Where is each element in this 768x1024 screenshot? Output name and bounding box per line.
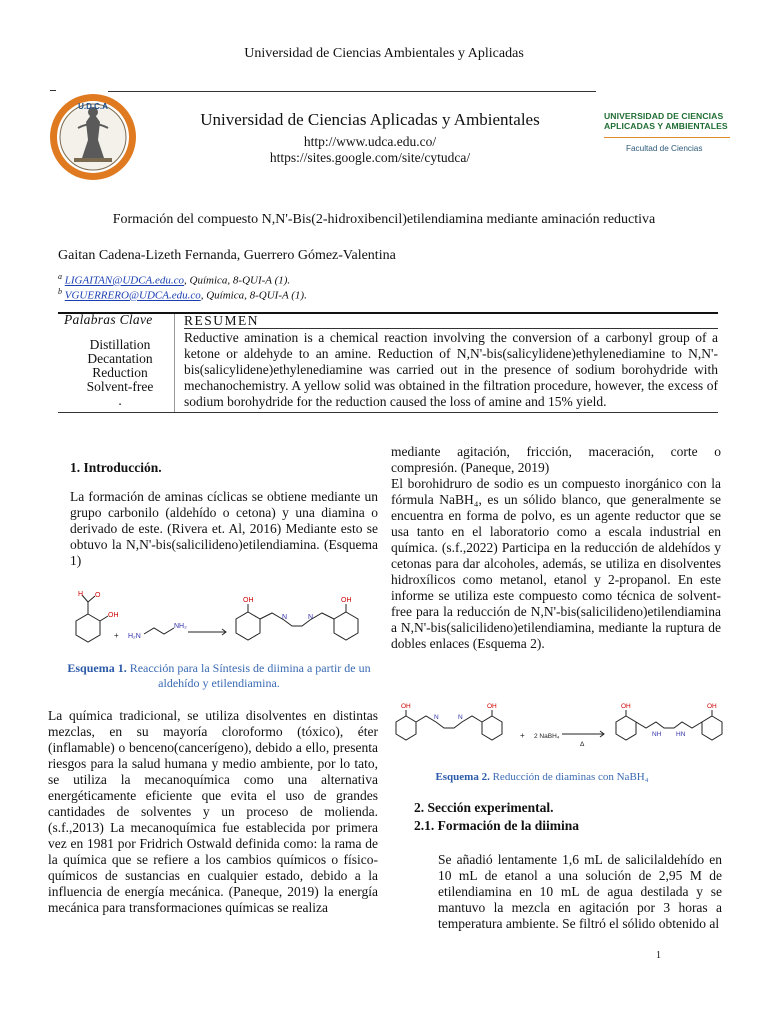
intro-heading: 1. Introducción. xyxy=(70,460,162,475)
header-center xyxy=(160,110,580,166)
logo-line-1: UNIVERSIDAD DE CIENCIAS xyxy=(604,111,724,121)
scheme-2 xyxy=(392,698,746,754)
scheme-2-hn: HN xyxy=(676,731,686,738)
scheme-2-oh-2: OH xyxy=(487,703,497,710)
sites-url[interactable]: https://sites.google.com/site/cytudca/ xyxy=(269,150,471,165)
seal-text: U.D.C.A xyxy=(78,102,108,111)
university-url[interactable]: http://www.udca.edu.co/ xyxy=(303,134,437,149)
scheme-1 xyxy=(58,586,378,656)
scheme-2-nh: NH xyxy=(652,731,662,738)
email-link-a[interactable]: LIGAITAN@UDCA.edu.co xyxy=(64,274,185,287)
affiliation-b-sup: b xyxy=(58,287,62,296)
keyword: Decantation xyxy=(87,351,153,366)
header-rule xyxy=(108,91,596,92)
scheme-1-caption-label: Esquema 1. xyxy=(67,661,127,675)
scheme-1-nh2-label: NH₂ xyxy=(174,623,187,630)
scheme-2-oh-4: OH xyxy=(707,703,717,710)
seal-icon xyxy=(48,92,138,182)
faculty-logo xyxy=(604,111,744,153)
scheme-1-product-n-right: N xyxy=(308,614,314,621)
right-paragraph-1: mediante agitación, fricción, maceración, corte o compresión. (Paneque, 2019) xyxy=(391,444,721,475)
affiliation-a-rest: , Química, 8-QUI-A (1). xyxy=(184,274,291,287)
scheme-2-diagram xyxy=(392,698,746,754)
logo-faculty: Facultad de Ciencias xyxy=(626,144,703,153)
abstract-box-bottom-rule xyxy=(58,412,718,413)
scheme-1-plus: + xyxy=(114,631,119,640)
abstract-box-top-rule xyxy=(58,312,718,314)
keyword: . xyxy=(118,393,122,408)
experimental-paragraph-1: Se añadió lentamente 1,6 mL de salicilaldehído en 10 mL de etanol a una solución de 2,95 M de etilendiamina en 10 mL de agua destilada y se mantuvo la mezcla en agitación por 3 horas a temperatura ambiente. Se filtró el sólido obtenido al xyxy=(438,852,722,931)
abstract-label: RESUMEN xyxy=(184,313,260,328)
keywords-list xyxy=(78,338,162,408)
abstract-box-divider xyxy=(174,314,175,412)
scheme-1-product-oh-left: OH xyxy=(243,597,254,604)
university-seal xyxy=(48,92,138,182)
scheme-2-oh-1: OH xyxy=(401,703,411,710)
scheme-1-h-label: H xyxy=(78,591,84,598)
scheme-2-n-1: N xyxy=(434,714,439,721)
intro-paragraph-2: La química tradicional, se utiliza disolventes en distintas mezclas, en su mayoría cloroformo (tóxico), éter (inflamable) o benceno(cancerígeno), debido a ello, presenta riesgos para la salud humana y medio ambiente, por lo tato, se utiliza la mecanoquímica como una alternativa energéticamente eficiente que evita el uso de grandes cantidades de solventes y un proceso de molienda. (s.f.,2013) La mecanoquímica fue establecida por primera vez en 1981 por Fridrich Ostwald definida como: la rama de la química que se refiere a los cambios químicos o físico-químicos de sustancias en cualquier estado, debido a la influencia de energía mecánica. (Paneque, 2019) la energía mecánica para transformaciones químicas se realiza xyxy=(48,708,378,915)
affiliation-b xyxy=(58,287,307,302)
section-2-heading: 2. Sección experimental. xyxy=(414,800,554,815)
page-number: 1 xyxy=(656,950,661,961)
running-head: Universidad de Ciencias Ambientales y Aplicadas xyxy=(244,46,524,61)
scheme-1-caption-text: Reacción para la Síntesis de diimina a partir de un aldehído y etilendiamina. xyxy=(126,661,371,690)
scheme-2-plus: + xyxy=(520,731,525,740)
logo-separator xyxy=(604,137,730,138)
scheme-2-reagent: 2 NaBH₄ xyxy=(534,733,560,740)
scheme-1-caption xyxy=(60,661,378,691)
email-link-b[interactable]: VGUERRERO@UDCA.edu.co xyxy=(64,289,201,302)
affiliation-b-rest: , Química, 8-QUI-A (1). xyxy=(200,289,307,302)
scheme-2-n-2: N xyxy=(458,714,463,721)
scheme-2-caption xyxy=(392,770,692,785)
keyword: Distillation xyxy=(89,337,151,352)
affiliation-a xyxy=(58,272,290,287)
abstract-label-rule xyxy=(184,328,718,329)
university-title: Universidad de Ciencias Aplicadas y Ambientales xyxy=(200,110,540,129)
paper-title: Formación del compuesto N,N'-Bis(2-hidroxibencil)etilendiamina mediante aminación reductiva xyxy=(112,212,656,227)
header-tick xyxy=(50,90,56,91)
scheme-1-product-n-left: N xyxy=(282,614,288,621)
section-2-1-heading: 2.1. Formación de la diimina xyxy=(414,818,579,833)
keyword: Reduction xyxy=(92,365,148,380)
scheme-1-oh-label: OH xyxy=(108,612,119,619)
scheme-1-diagram xyxy=(58,586,378,656)
authors: Gaitan Cadena-Lizeth Fernanda, Guerrero Gómez-Valentina xyxy=(58,248,396,263)
logo-line-2: APLICADAS Y AMBIENTALES xyxy=(604,121,728,131)
scheme-1-product-oh-right: OH xyxy=(341,597,352,604)
keyword: Solvent-free xyxy=(86,379,154,394)
right-paragraph-2: El borohidruro de sodio es un compuesto inorgánico con la fórmula NaBH₄, es un sólido blanco, que generalmente se encuentra en forma de polvo, es un agente reductor que se usa tanto en el laboratorio como a escala industrial en química. (s.f.,2022) Participa en la reducción de aldehídos y cetonas para dar alcoholes, además, se utiliza en disolventes hidroxílicos como metanol, etanol y 2-propanol. En este informe se utiliza este compuesto como técnica de solvent-free para la reducción de N,N'-bis(salicilideno)etilendiamina a N,N'-bis(salicilideno)etilendiamina, mediante la ruptura de dobles enlaces (Esquema 2). xyxy=(391,476,721,651)
affiliation-a-sup: a xyxy=(58,272,62,281)
intro-paragraph-1: La formación de aminas cíclicas se obtiene mediante un grupo carbonilo (aldehído o cetona) y una diamina o derivado de este. (Rivera et. Al, 2016) Mediante esto se obtuvo la N,N'-bis(salicilideno)etilendiamina. (Esquema 1) xyxy=(70,489,378,568)
scheme-1-h2n-label: H₂N xyxy=(128,633,141,640)
keywords-label: Palabras Clave xyxy=(64,312,153,327)
scheme-2-caption-text: Reducción de diaminas con NaBH₄ xyxy=(489,771,649,783)
scheme-2-delta: Δ xyxy=(580,741,585,748)
scheme-2-caption-label: Esquema 2. xyxy=(435,771,490,783)
abstract-text: Reductive amination is a chemical reaction involving the conversion of a carbonyl group of a ketone or aldehyde to an amine. Reduction of N,N'-bis(salicylidene)ethylenediamine to N,N'-bis(salicylidene)ethylenediamine was carried out in the presence of sodium borohydride with mechanochemistry. A yellow solid was obtained in the filtration procedure, however, the excess of sodium borohydride for the reduction caused the loss of amine and 15% yield. xyxy=(184,330,718,409)
scheme-1-o-label: O xyxy=(95,592,101,599)
scheme-2-oh-3: OH xyxy=(621,703,631,710)
